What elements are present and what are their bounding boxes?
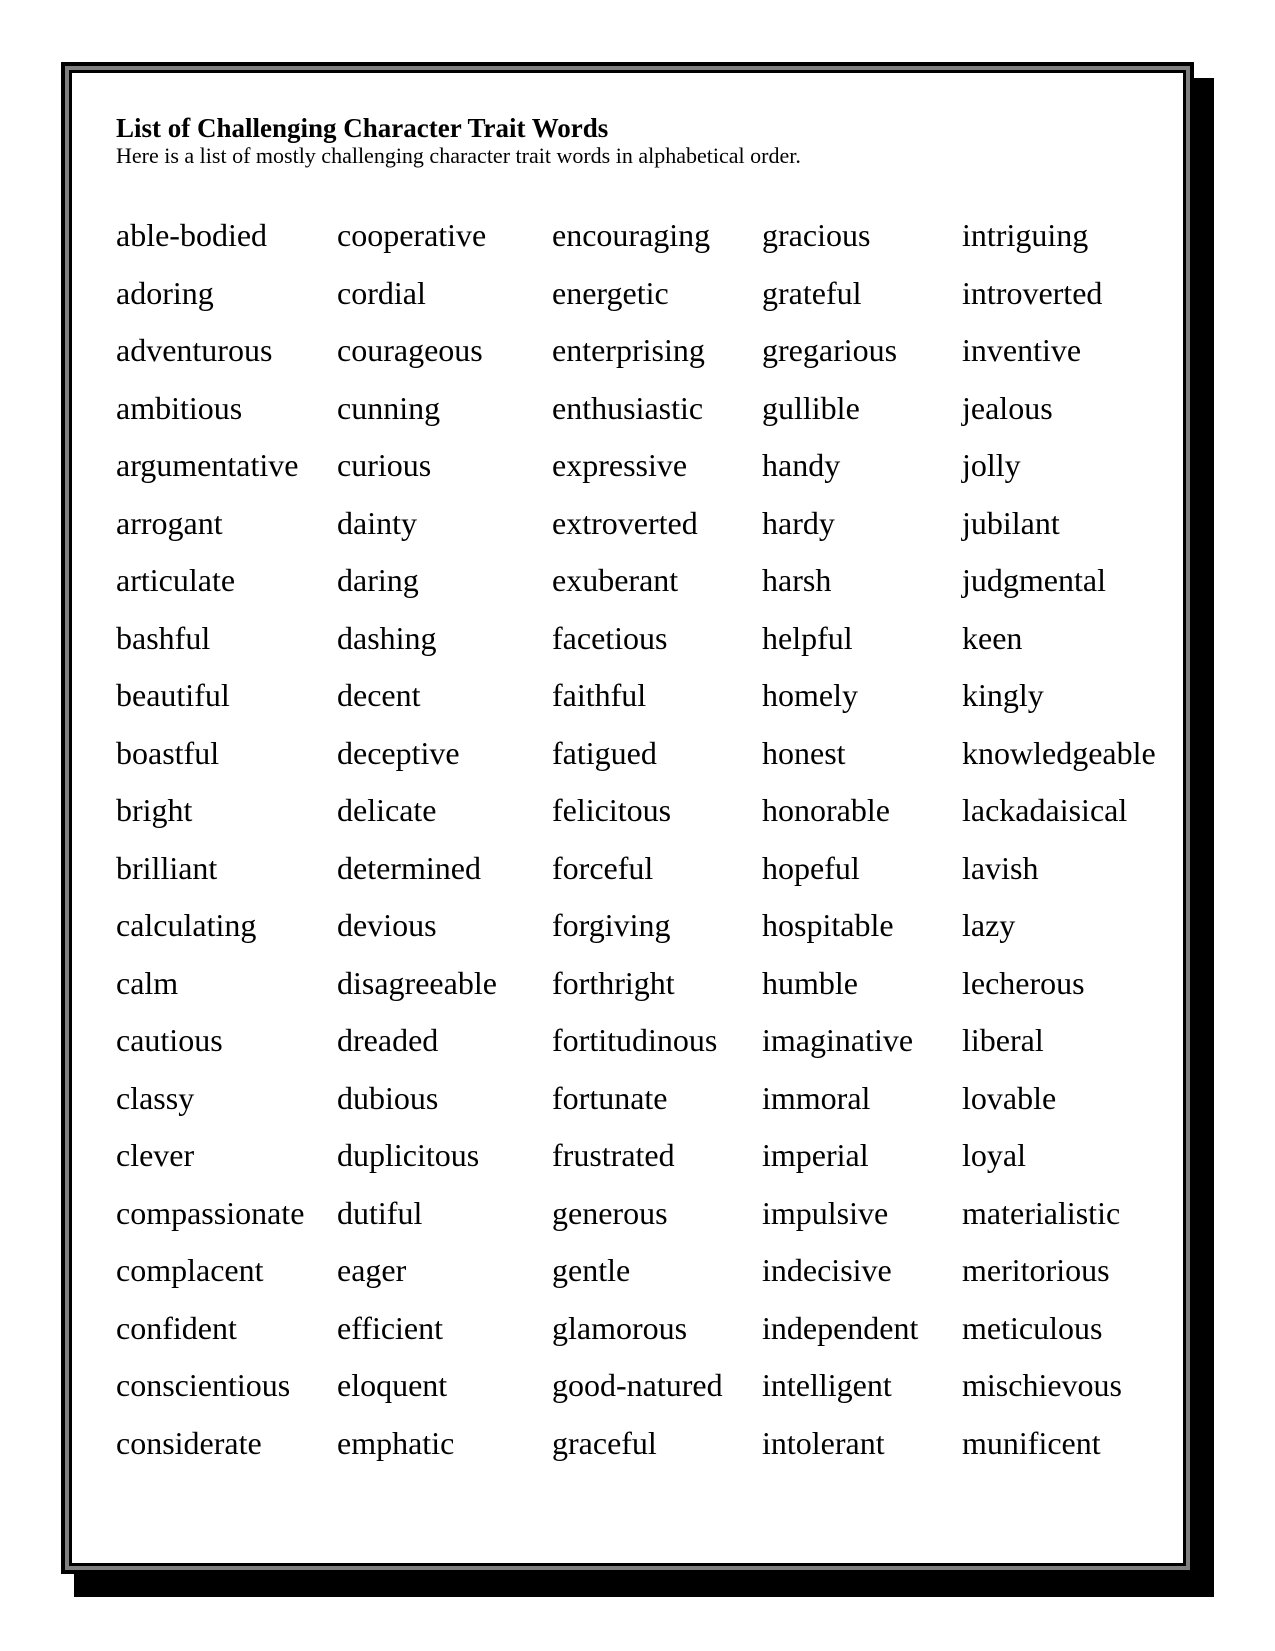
trait-word: dubious — [337, 1079, 439, 1116]
trait-word: lecherous — [962, 964, 1085, 1001]
trait-word: lackadaisical — [962, 792, 1128, 828]
trait-word: able-bodied — [116, 217, 268, 253]
trait-word: imperial — [762, 1137, 869, 1173]
trait-word: cordial — [337, 274, 426, 311]
trait-word: impulsive — [762, 1194, 889, 1231]
trait-word: fortunate — [552, 1079, 668, 1116]
trait-word: cunning — [337, 389, 441, 426]
trait-word: argumentative — [116, 447, 299, 483]
trait-word: felicitous — [552, 792, 672, 828]
trait-word: immoral — [762, 1079, 871, 1116]
trait-word: hardy — [762, 504, 835, 541]
trait-word: jolly — [962, 447, 1021, 483]
trait-word: lovable — [962, 1079, 1057, 1116]
word-column — [337, 207, 552, 1472]
word-column — [762, 207, 962, 1472]
trait-word: graceful — [552, 1424, 657, 1461]
trait-word: indecisive — [762, 1252, 892, 1288]
trait-word: beautiful — [116, 677, 230, 713]
trait-word: frustrated — [552, 1137, 675, 1173]
trait-word: boastful — [116, 734, 220, 771]
trait-word: introverted — [962, 274, 1103, 311]
trait-word: gregarious — [762, 332, 898, 368]
trait-word: determined — [337, 849, 481, 886]
trait-word: extroverted — [552, 504, 698, 541]
trait-word: inventive — [962, 332, 1082, 368]
trait-word: intolerant — [762, 1424, 885, 1461]
trait-word: humble — [762, 964, 858, 1001]
trait-word: cautious — [116, 1022, 223, 1058]
trait-word: duplicitous — [337, 1137, 480, 1173]
trait-word: hopeful — [762, 849, 860, 886]
trait-word: exuberant — [552, 562, 679, 598]
trait-word: hospitable — [762, 907, 894, 943]
trait-word: intriguing — [962, 217, 1089, 253]
page-content — [69, 70, 1186, 1566]
trait-word: eager — [337, 1252, 407, 1288]
trait-word: enterprising — [552, 332, 705, 368]
trait-word: jubilant — [962, 504, 1060, 541]
trait-word: generous — [552, 1194, 668, 1231]
trait-word: daring — [337, 562, 419, 598]
trait-word: adoring — [116, 274, 214, 311]
trait-word: lavish — [962, 849, 1039, 886]
trait-word: forgiving — [552, 907, 671, 943]
trait-word: meticulous — [962, 1309, 1103, 1346]
trait-word: liberal — [962, 1022, 1044, 1058]
trait-word: faithful — [552, 677, 647, 713]
trait-word: forthright — [552, 964, 675, 1001]
trait-word: helpful — [762, 619, 853, 656]
trait-word: dutiful — [337, 1194, 423, 1231]
trait-word: forceful — [552, 849, 654, 886]
trait-word: handy — [762, 447, 841, 483]
trait-word: ambitious — [116, 389, 243, 426]
trait-word: meritorious — [962, 1252, 1110, 1288]
trait-word: honest — [762, 734, 846, 771]
trait-word: harsh — [762, 562, 832, 598]
trait-word: enthusiastic — [552, 389, 704, 426]
trait-word: homely — [762, 677, 858, 713]
trait-word: munificent — [962, 1424, 1101, 1461]
trait-word: clever — [116, 1137, 195, 1173]
trait-word: dainty — [337, 504, 417, 541]
trait-word: energetic — [552, 274, 669, 311]
trait-word: curious — [337, 447, 432, 483]
trait-word: materialistic — [962, 1194, 1121, 1231]
trait-word: imaginative — [762, 1022, 914, 1058]
trait-word: eloquent — [337, 1367, 448, 1403]
trait-word: expressive — [552, 447, 688, 483]
trait-word: fatigued — [552, 734, 657, 771]
trait-word: independent — [762, 1309, 919, 1346]
trait-word: fortitudinous — [552, 1022, 718, 1058]
word-columns — [116, 207, 1177, 1472]
trait-word: conscientious — [116, 1367, 291, 1403]
trait-word: kingly — [962, 677, 1044, 713]
trait-word: disagreeable — [337, 964, 497, 1001]
trait-word: emphatic — [337, 1424, 455, 1461]
trait-word: honorable — [762, 792, 890, 828]
trait-word: lazy — [962, 907, 1016, 943]
trait-word: articulate — [116, 562, 236, 598]
trait-word: facetious — [552, 619, 668, 656]
trait-word: gullible — [762, 389, 860, 426]
trait-word: dreaded — [337, 1022, 439, 1058]
trait-word: grateful — [762, 274, 862, 311]
trait-word: deceptive — [337, 734, 460, 771]
trait-word: bright — [116, 792, 193, 828]
trait-word: gentle — [552, 1252, 631, 1288]
trait-word: calm — [116, 964, 179, 1001]
trait-word: considerate — [116, 1424, 262, 1461]
trait-word: cooperative — [337, 217, 487, 253]
trait-word: glamorous — [552, 1309, 688, 1346]
trait-word: judgmental — [962, 562, 1106, 598]
trait-word: gracious — [762, 217, 871, 253]
trait-word: confident — [116, 1309, 237, 1346]
document-subtitle: Here is a list of mostly challenging character trait words in alphabetical order. — [116, 143, 801, 168]
trait-word: dashing — [337, 619, 437, 656]
trait-word: bashful — [116, 619, 211, 656]
trait-word: decent — [337, 677, 421, 713]
trait-word: knowledgeable — [962, 734, 1156, 771]
document-title: List of Challenging Character Trait Words — [116, 113, 609, 143]
trait-word: complacent — [116, 1252, 264, 1288]
word-column — [552, 207, 762, 1472]
trait-word: devious — [337, 907, 437, 943]
trait-word: mischievous — [962, 1367, 1122, 1403]
trait-word: adventurous — [116, 332, 273, 368]
trait-word: compassionate — [116, 1194, 305, 1231]
trait-word: delicate — [337, 792, 437, 828]
word-column — [116, 207, 337, 1472]
trait-word: calculating — [116, 907, 257, 943]
trait-word: courageous — [337, 332, 483, 368]
trait-word: arrogant — [116, 504, 223, 541]
trait-word: loyal — [962, 1137, 1026, 1173]
trait-word: jealous — [962, 389, 1053, 426]
word-column — [962, 207, 1177, 1472]
trait-word: keen — [962, 619, 1023, 656]
trait-word: encouraging — [552, 217, 711, 253]
document-header — [116, 113, 801, 169]
trait-word: brilliant — [116, 849, 218, 886]
trait-word: good-natured — [552, 1367, 723, 1403]
trait-word: classy — [116, 1079, 195, 1116]
trait-word: efficient — [337, 1309, 444, 1346]
page-frame — [61, 62, 1194, 1574]
trait-word: intelligent — [762, 1367, 892, 1403]
